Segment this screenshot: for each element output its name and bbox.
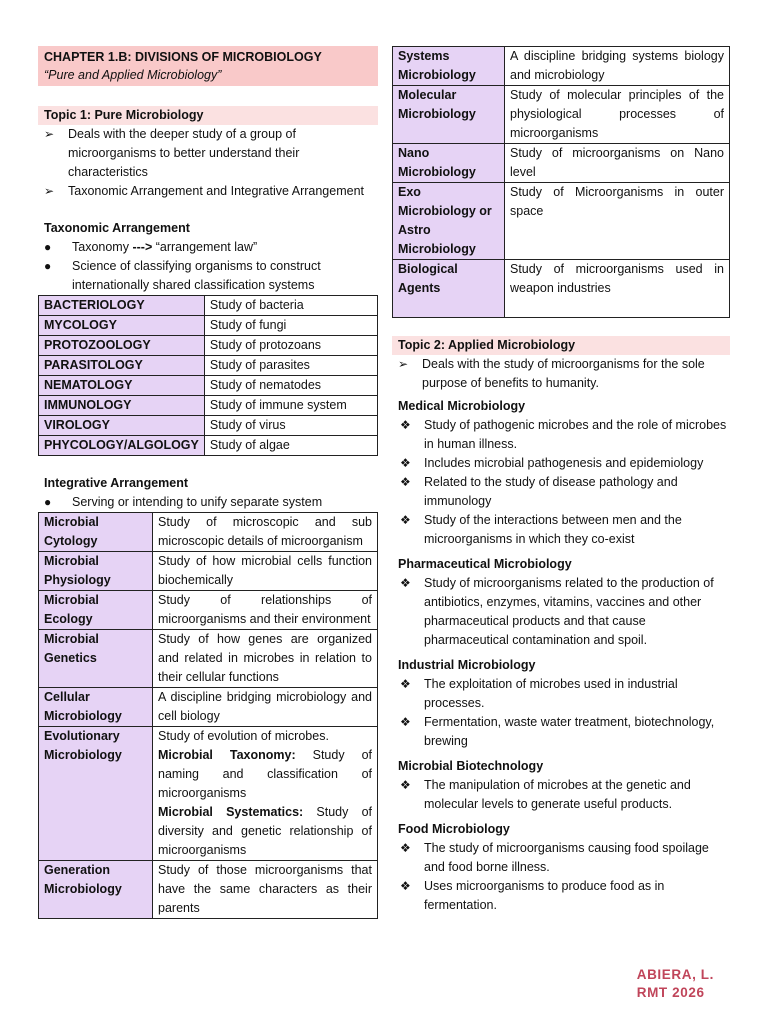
diamond-bullet-icon: ❖	[400, 513, 411, 527]
taxonomic-table	[38, 295, 378, 456]
section-list	[398, 839, 730, 915]
table-row: Cellular Microbiology A discipline bridging microbiology and cell biology	[39, 688, 378, 727]
arrow-bullet-icon: ➢	[44, 184, 55, 198]
table-row: MYCOLOGY Study of fungi	[39, 316, 378, 336]
dot-bullet-icon: ●	[44, 240, 52, 254]
table-row: Molecular Microbiology Study of molecular principles of the physiological processes of microorganisms	[393, 86, 730, 144]
list-item: ❖ The study of microorganisms causing food spoilage and food borne illness.	[400, 841, 709, 874]
chapter-header	[38, 46, 378, 86]
table-row: Microbial Ecology Study of relationships of microorganisms and their environment	[39, 591, 378, 630]
list-item: ● Science of classifying organisms to construct internationally shared classification systems	[44, 259, 321, 292]
topic1-bullets	[38, 125, 378, 201]
right-table	[392, 46, 730, 318]
diamond-bullet-icon: ❖	[400, 778, 411, 792]
list-item: ❖ Study of pathogenic microbes and the role of microbes in human illness.	[400, 418, 727, 451]
table-row: IMMUNOLOGY Study of immune system	[39, 396, 378, 416]
right-column	[392, 46, 730, 915]
section-heading: Medical Microbiology	[398, 399, 526, 413]
list-item: ➢ Taxonomic Arrangement and Integrative Arrangement	[38, 182, 378, 201]
diamond-bullet-icon: ❖	[400, 841, 411, 855]
section-heading: Food Microbiology	[398, 822, 510, 836]
list-item: ❖ Related to the study of disease pathology and immunology	[400, 475, 678, 508]
topic2-heading: Topic 2: Applied Microbiology	[392, 336, 730, 355]
diamond-bullet-icon: ❖	[400, 475, 411, 489]
author-name: ABIERA, L.	[636, 967, 714, 982]
table-row: Generation Microbiology Study of those microorganisms that have the same characters as their parents	[39, 861, 378, 919]
table-row: PARASITOLOGY Study of parasites	[39, 356, 378, 376]
table-row: Exo Microbiology or Astro Microbiology Study of Microorganisms in outer space	[393, 183, 730, 260]
list-item: ❖ The exploitation of microbes used in industrial processes.	[400, 677, 678, 710]
dot-bullet-icon: ●	[44, 259, 52, 273]
table-row: PHYCOLOGY/ALGOLOGY Study of algae	[39, 436, 378, 456]
integrative-bullets	[38, 493, 378, 512]
list-item: ❖ Fermentation, waste water treatment, biotechnology, brewing	[400, 715, 715, 748]
table-row: BACTERIOLOGY Study of bacteria	[39, 296, 378, 316]
list-item: ● Serving or intending to unify separate system	[38, 493, 378, 512]
list-item: ❖ Study of the interactions between men and the microorganisms in which they co-exist	[400, 513, 682, 546]
diamond-bullet-icon: ❖	[400, 879, 411, 893]
topic1-heading: Topic 1: Pure Microbiology	[38, 106, 378, 125]
section-heading: Industrial Microbiology	[398, 658, 536, 672]
table-row: Systems Microbiology A discipline bridging systems biology and microbiology	[393, 47, 730, 86]
section-heading: Microbial Biotechnology	[398, 759, 544, 773]
list-item: ❖ Includes microbial pathogenesis and epidemiology	[398, 454, 730, 473]
table-row: Microbial Genetics Study of how genes are organized and related in microbes in relation to their cellular functions	[39, 630, 378, 688]
chapter-subtitle: “Pure and Applied Microbiology”	[44, 68, 222, 82]
table-row: Biological Agents Study of microorganisms used in weapon industries	[393, 260, 730, 318]
left-column	[38, 46, 378, 919]
applied-sections	[392, 397, 730, 915]
list-item: ❖ The manipulation of microbes at the genetic and molecular levels to generate useful products.	[400, 778, 691, 811]
section-list	[398, 416, 730, 549]
integrative-table	[38, 512, 378, 919]
section-list	[398, 574, 730, 650]
section-heading: Pharmaceutical Microbiology	[398, 557, 572, 571]
integrative-heading: Integrative Arrangement	[44, 476, 189, 490]
list-item: ❖ Study of microorganisms related to the production of antibiotics, enzymes, vitamins, vaccines and other pharmaceutical products and that cause pharmaceutical contamination and spoil.	[400, 576, 714, 647]
table-row: Microbial Physiology Study of how microbial cells function biochemically	[39, 552, 378, 591]
topic2-bullets	[392, 355, 730, 393]
diamond-bullet-icon: ❖	[400, 576, 411, 590]
author-batch: RMT 2026	[636, 985, 705, 1000]
diamond-bullet-icon: ❖	[400, 456, 411, 470]
table-row: Evolutionary Microbiology Study of evolution of microbes. Microbial Taxonomy: Study of naming and classification of microorganisms Microbial Systematics: Study of diversity and genetic relationship of microorganisms	[39, 727, 378, 861]
section-list	[398, 675, 730, 751]
table-row: NEMATOLOGY Study of nematodes	[39, 376, 378, 396]
dot-bullet-icon: ●	[44, 495, 52, 509]
diamond-bullet-icon: ❖	[400, 715, 411, 729]
section-list	[398, 776, 730, 814]
list-item: ➢ Deals with the study of microorganisms for the sole purpose of benefits to humanity.	[398, 357, 705, 390]
chapter-title: CHAPTER 1.B: DIVISIONS OF MICROBIOLOGY	[44, 50, 322, 64]
taxonomic-heading: Taxonomic Arrangement	[44, 221, 190, 235]
table-row: Nano Microbiology Study of microorganisms on Nano level	[393, 144, 730, 183]
list-item: ● Taxonomy ---> “arrangement law”	[38, 238, 378, 257]
author-footer	[637, 966, 714, 1002]
list-item: ➢ Deals with the deeper study of a group of microorganisms to better understand their characteristics	[44, 127, 300, 179]
list-item: ❖ Uses microorganisms to produce food as in fermentation.	[400, 879, 665, 912]
taxonomic-bullets	[38, 238, 378, 295]
arrow-bullet-icon: ➢	[398, 357, 409, 371]
table-row: VIROLOGY Study of virus	[39, 416, 378, 436]
arrow-bullet-icon: ➢	[44, 127, 55, 141]
diamond-bullet-icon: ❖	[400, 418, 411, 432]
table-row: Microbial Cytology Study of microscopic and sub microscopic details of microorganism	[39, 513, 378, 552]
table-row: PROTOZOOLOGY Study of protozoans	[39, 336, 378, 356]
diamond-bullet-icon: ❖	[400, 677, 411, 691]
